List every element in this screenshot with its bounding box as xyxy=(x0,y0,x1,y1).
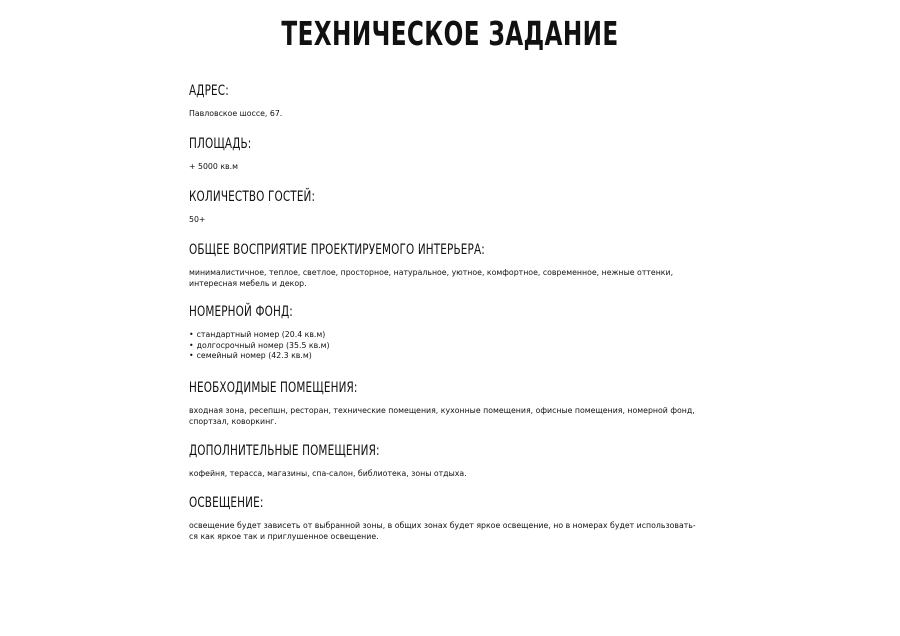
section-address xyxy=(189,80,282,120)
guests-text: 50+ xyxy=(189,215,206,224)
section-heading-perception: ОБЩЕЕ ВОСПРИЯТИЕ ПРОЕКТИРУЕМОГО ИНТЕРЬЕРА: xyxy=(189,242,485,258)
perception-text xyxy=(189,268,673,289)
address-text: Павловское шоссе, 67. xyxy=(189,109,283,118)
section-heading-lighting: ОСВЕЩЕНИЕ: xyxy=(189,495,264,511)
room-type-standard: стандартный номер (20.4 кв.м) xyxy=(196,330,326,339)
section-heading-rooms: НОМЕРНОЙ ФОНД: xyxy=(189,304,293,320)
premises-text xyxy=(189,406,695,427)
bullet-icon: • xyxy=(189,330,194,339)
rooms-list xyxy=(189,330,333,362)
list-item xyxy=(189,351,333,362)
premises-text-line-1: входная зона, ресепшн, ресторан, технические помещения, кухонные помещения, офисные помещения, номерной фонд, xyxy=(189,406,695,415)
extra-premises-text: кофейня, терасса, магазины, спа-салон, библиотека, зоны отдыха. xyxy=(189,469,467,478)
bullet-icon: • xyxy=(189,351,194,360)
section-rooms xyxy=(189,301,333,362)
room-type-long-term: долгосрочный номер (35.5 кв.м) xyxy=(196,340,330,350)
lighting-text-line-1: освещение будет зависеть от выбранной зоны, в общих зонах будет яркое освещение, но в номерах будет использовать- xyxy=(189,521,696,530)
premises-text-line-2: спортзал, коворкинг. xyxy=(189,416,277,426)
section-extra-premises xyxy=(189,440,467,480)
section-perception xyxy=(189,239,673,289)
section-heading-extra-premises: ДОПОЛНИТЕЛЬНЫЕ ПОМЕЩЕНИЯ: xyxy=(189,443,380,459)
section-premises xyxy=(189,377,695,427)
perception-text-line-1: минималистичное, теплое, светлое, просторное, натуральное, уютное, комфортное, современное, нежные оттенки, xyxy=(189,268,674,277)
section-heading-premises: НЕОБХОДИМЫЕ ПОМЕЩЕНИЯ: xyxy=(189,380,358,396)
bullet-icon: • xyxy=(189,340,194,350)
section-heading-address: АДРЕС: xyxy=(189,83,229,99)
list-item xyxy=(189,330,333,341)
section-heading-guests: КОЛИЧЕСТВО ГОСТЕЙ: xyxy=(189,189,316,205)
document-title: ТЕХНИЧЕСКОЕ ЗАДАНИЕ xyxy=(281,14,619,53)
list-item xyxy=(189,341,333,352)
section-area xyxy=(189,133,276,173)
room-type-family: семейный номер (42.3 кв.м) xyxy=(196,351,312,360)
lighting-text-line-2: ся как яркое так и приглушенное освещение. xyxy=(189,531,379,541)
area-text: + 5000 кв.м xyxy=(189,162,238,171)
section-lighting xyxy=(189,492,696,542)
section-guests xyxy=(189,186,364,226)
lighting-text xyxy=(189,521,696,542)
perception-text-line-2: интересная мебель и декор. xyxy=(189,278,307,288)
section-heading-area: ПЛОЩАДЬ: xyxy=(189,136,252,152)
